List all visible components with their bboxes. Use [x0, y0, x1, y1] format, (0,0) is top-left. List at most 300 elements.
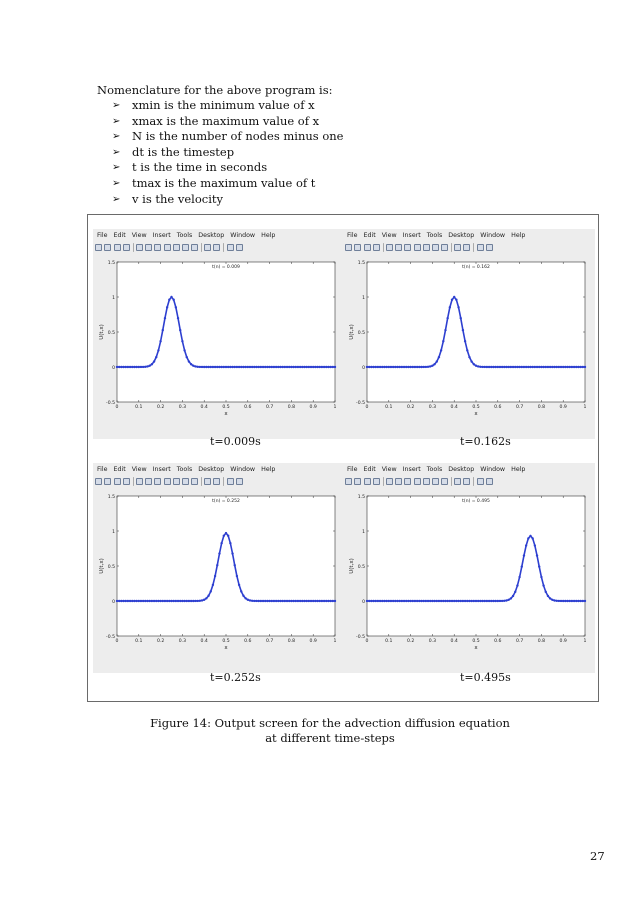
new-figure-icon[interactable]	[95, 478, 102, 485]
data-point	[584, 366, 586, 368]
x-tick-label: 0.4	[450, 405, 458, 410]
data-point	[429, 365, 431, 367]
data-point	[431, 600, 433, 602]
data-point	[527, 366, 529, 368]
data-point	[201, 366, 203, 368]
colorbar-icon[interactable]	[204, 478, 211, 485]
data-point	[527, 537, 529, 539]
data-point	[475, 365, 477, 367]
x-tick-label: 1	[583, 639, 587, 644]
x-tick-label: 0	[365, 405, 369, 410]
menu-tools[interactable]: Tools	[176, 465, 193, 473]
data-point	[142, 600, 144, 602]
y-tick-label: 0	[112, 365, 115, 371]
colorbar-icon[interactable]	[454, 244, 461, 251]
data-point	[466, 349, 468, 351]
data-point	[281, 600, 283, 602]
pan-icon[interactable]	[414, 478, 421, 485]
time-caption: t=0.162s	[460, 435, 511, 448]
hide-plot-tools-icon[interactable]	[477, 244, 484, 251]
data-point	[470, 600, 472, 602]
menu-view[interactable]: View	[131, 465, 147, 473]
data-point	[582, 600, 584, 602]
zoom-in-icon[interactable]	[145, 478, 152, 485]
menu-bar	[93, 463, 345, 475]
data-point	[388, 366, 390, 368]
x-tick-label: 0.6	[244, 405, 252, 410]
data-point	[538, 366, 540, 368]
y-axis-label: U(t,x)	[349, 324, 355, 340]
data-point	[379, 366, 381, 368]
data-point	[403, 366, 405, 368]
data-point	[473, 600, 475, 602]
data-point	[179, 600, 181, 602]
colorbar-icon[interactable]	[454, 478, 461, 485]
data-cursor-icon[interactable]	[432, 478, 439, 485]
menu-help[interactable]: Help	[261, 465, 276, 473]
data-point	[118, 366, 120, 368]
menu-desktop[interactable]: Desktop	[448, 231, 475, 239]
menu-file[interactable]: File	[347, 465, 358, 473]
data-point	[436, 600, 438, 602]
edit-pointer-icon[interactable]	[386, 478, 393, 485]
data-point	[396, 366, 398, 368]
toolbar	[343, 241, 595, 254]
brush-icon[interactable]	[441, 478, 448, 485]
data-point	[216, 564, 218, 566]
menu-file[interactable]: File	[97, 465, 108, 473]
data-point	[327, 600, 329, 602]
data-cursor-icon[interactable]	[182, 244, 189, 251]
data-point	[560, 366, 562, 368]
arrow-bullet-icon: ➢	[112, 177, 121, 189]
rotate-icon[interactable]	[173, 244, 180, 251]
chart-title: t(n) = 0.009	[212, 265, 240, 270]
data-point	[488, 366, 490, 368]
data-point	[425, 366, 427, 368]
open-icon[interactable]	[104, 478, 111, 485]
data-point	[177, 600, 179, 602]
menu-help[interactable]: Help	[511, 465, 526, 473]
data-point	[295, 366, 297, 368]
data-point	[518, 576, 520, 578]
data-point	[562, 366, 564, 368]
show-plot-tools-icon[interactable]	[486, 244, 493, 251]
data-point	[542, 584, 544, 586]
legend-icon[interactable]	[213, 478, 220, 485]
save-icon[interactable]	[114, 478, 121, 485]
data-point	[321, 366, 323, 368]
zoom-out-icon[interactable]	[154, 478, 161, 485]
menu-window[interactable]: Window	[480, 231, 506, 239]
data-point	[470, 360, 472, 362]
data-point	[120, 600, 122, 602]
data-point	[401, 366, 403, 368]
data-point	[151, 600, 153, 602]
x-tick-label: 0.7	[265, 405, 274, 410]
x-tick-label: 1	[583, 405, 587, 410]
data-point	[186, 356, 188, 358]
data-point	[253, 600, 255, 602]
data-point	[573, 600, 575, 602]
pan-icon[interactable]	[414, 244, 421, 251]
data-point	[547, 595, 549, 597]
data-point	[188, 360, 190, 362]
data-point	[186, 600, 188, 602]
data-point	[131, 600, 133, 602]
y-tick-label: 1	[362, 529, 365, 535]
data-point	[175, 600, 177, 602]
data-point	[431, 365, 433, 367]
data-point	[545, 366, 547, 368]
data-point	[334, 366, 336, 368]
x-tick-label: 0.2	[156, 639, 165, 644]
data-point	[555, 366, 557, 368]
data-point	[451, 600, 453, 602]
toolbar	[93, 475, 345, 488]
legend-icon[interactable]	[213, 244, 220, 251]
data-point	[370, 600, 372, 602]
x-tick-label: 0.8	[287, 405, 296, 410]
data-point	[127, 366, 129, 368]
open-icon[interactable]	[354, 244, 361, 251]
data-point	[116, 600, 118, 602]
data-point	[151, 363, 153, 365]
data-point	[392, 600, 394, 602]
menu-bar	[343, 463, 595, 475]
edit-pointer-icon[interactable]	[136, 244, 143, 251]
data-point	[569, 366, 571, 368]
y-tick-label: 1.5	[107, 260, 115, 266]
print-icon[interactable]	[123, 244, 130, 251]
data-point	[551, 599, 553, 601]
x-tick-label: 0.2	[156, 405, 165, 410]
data-point	[407, 366, 409, 368]
data-point	[266, 600, 268, 602]
data-point	[505, 366, 507, 368]
data-point	[249, 599, 251, 601]
x-tick-label: 0.8	[287, 639, 296, 644]
x-axis-label: x	[474, 411, 478, 417]
data-point	[157, 349, 159, 351]
toolbar-separator	[473, 243, 474, 252]
data-point	[549, 366, 551, 368]
new-figure-icon[interactable]	[345, 478, 352, 485]
hide-plot-tools-icon[interactable]	[227, 244, 234, 251]
x-tick-label: 0	[115, 639, 119, 644]
pan-icon[interactable]	[164, 244, 171, 251]
data-point	[277, 600, 279, 602]
show-plot-tools-icon[interactable]	[486, 478, 493, 485]
data-point	[457, 600, 459, 602]
menu-help[interactable]: Help	[261, 231, 276, 239]
data-point	[372, 366, 374, 368]
data-point	[403, 600, 405, 602]
menu-window[interactable]: Window	[230, 231, 256, 239]
time-caption: t=0.009s	[210, 435, 261, 448]
save-icon[interactable]	[114, 244, 121, 251]
x-tick-label: 0.9	[309, 405, 317, 410]
brush-icon[interactable]	[191, 244, 198, 251]
x-tick-label: 0.2	[406, 639, 415, 644]
hide-plot-tools-icon[interactable]	[477, 478, 484, 485]
data-point	[536, 554, 538, 556]
data-point	[366, 600, 368, 602]
save-icon[interactable]	[364, 244, 371, 251]
data-point	[573, 366, 575, 368]
menu-insert[interactable]: Insert	[402, 231, 421, 239]
data-point	[444, 329, 446, 331]
data-point	[510, 597, 512, 599]
menu-edit[interactable]: Edit	[113, 231, 126, 239]
data-point	[381, 366, 383, 368]
data-point	[418, 366, 420, 368]
data-point	[499, 366, 501, 368]
x-tick-label: 0.4	[200, 405, 208, 410]
data-point	[446, 317, 448, 319]
data-point	[508, 366, 510, 368]
data-point	[464, 600, 466, 602]
menu-window[interactable]: Window	[480, 465, 506, 473]
data-point	[479, 366, 481, 368]
menu-edit[interactable]: Edit	[363, 231, 376, 239]
data-point	[207, 595, 209, 597]
data-point	[442, 600, 444, 602]
x-tick-label: 0.3	[178, 405, 187, 410]
menu-tools[interactable]: Tools	[176, 231, 193, 239]
data-point	[366, 366, 368, 368]
open-icon[interactable]	[104, 244, 111, 251]
data-point	[284, 600, 286, 602]
menu-edit[interactable]: Edit	[363, 465, 376, 473]
rotate-icon[interactable]	[423, 244, 430, 251]
new-figure-icon[interactable]	[345, 244, 352, 251]
plot-area	[117, 496, 335, 636]
menu-desktop[interactable]: Desktop	[448, 465, 475, 473]
data-cursor-icon[interactable]	[432, 244, 439, 251]
data-point	[466, 600, 468, 602]
data-point	[516, 584, 518, 586]
data-point	[133, 366, 135, 368]
zoom-out-icon[interactable]	[404, 244, 411, 251]
plot-0	[93, 254, 345, 439]
data-point	[236, 366, 238, 368]
menu-view[interactable]: View	[381, 231, 397, 239]
data-point	[194, 600, 196, 602]
edit-pointer-icon[interactable]	[386, 244, 393, 251]
data-point	[175, 306, 177, 308]
data-point	[288, 366, 290, 368]
edit-pointer-icon[interactable]	[136, 478, 143, 485]
data-point	[521, 565, 523, 567]
x-axis-label: x	[474, 645, 478, 651]
menu-tools[interactable]: Tools	[426, 231, 443, 239]
data-point	[122, 366, 124, 368]
menu-edit[interactable]: Edit	[113, 465, 126, 473]
time-caption: t=0.252s	[210, 671, 261, 684]
new-figure-icon[interactable]	[95, 244, 102, 251]
menu-help[interactable]: Help	[511, 231, 526, 239]
x-tick-label: 0.1	[385, 405, 393, 410]
data-point	[214, 366, 216, 368]
data-point	[227, 366, 229, 368]
data-point	[203, 599, 205, 601]
menu-insert[interactable]: Insert	[402, 465, 421, 473]
list-item: ➢ v is the velocity	[112, 191, 224, 206]
data-point	[494, 600, 496, 602]
arrow-bullet-icon: ➢	[112, 100, 121, 111]
data-point	[157, 600, 159, 602]
y-axis-label: U(t,x)	[99, 324, 105, 340]
data-point	[534, 544, 536, 546]
zoom-out-icon[interactable]	[404, 478, 411, 485]
zoom-in-icon[interactable]	[395, 244, 402, 251]
data-point	[242, 595, 244, 597]
data-point	[146, 365, 148, 367]
data-point	[569, 600, 571, 602]
x-axis-label: x	[224, 645, 228, 651]
x-tick-label: 0.9	[559, 405, 567, 410]
data-point	[153, 360, 155, 362]
data-point	[479, 600, 481, 602]
data-point	[125, 366, 127, 368]
nomenclature-list	[112, 98, 343, 207]
data-point	[120, 366, 122, 368]
data-point	[164, 317, 166, 319]
data-point	[159, 600, 161, 602]
menu-window[interactable]: Window	[230, 465, 256, 473]
data-point	[308, 366, 310, 368]
data-point	[514, 591, 516, 593]
legend-icon[interactable]	[463, 244, 470, 251]
data-point	[234, 366, 236, 368]
data-point	[385, 366, 387, 368]
data-point	[542, 366, 544, 368]
data-point	[529, 535, 531, 537]
data-point	[133, 600, 135, 602]
data-point	[177, 317, 179, 319]
data-point	[242, 366, 244, 368]
zoom-out-icon[interactable]	[154, 244, 161, 251]
data-point	[375, 600, 377, 602]
y-tick-label: -0.5	[106, 634, 115, 640]
data-point	[388, 600, 390, 602]
data-point	[575, 366, 577, 368]
print-icon[interactable]	[373, 478, 380, 485]
data-point	[422, 600, 424, 602]
colorbar-icon[interactable]	[204, 244, 211, 251]
menu-view[interactable]: View	[381, 465, 397, 473]
data-point	[545, 591, 547, 593]
data-point	[164, 600, 166, 602]
data-point	[553, 366, 555, 368]
rotate-icon[interactable]	[173, 478, 180, 485]
toolbar-separator	[223, 477, 224, 486]
data-point	[462, 329, 464, 331]
data-point	[201, 599, 203, 601]
data-point	[457, 306, 459, 308]
x-tick-label: 0.5	[472, 405, 480, 410]
data-point	[412, 600, 414, 602]
data-cursor-icon[interactable]	[182, 478, 189, 485]
data-point	[172, 299, 174, 301]
menu-desktop[interactable]: Desktop	[198, 465, 225, 473]
y-tick-label: 0.5	[357, 564, 365, 570]
data-point	[579, 600, 581, 602]
data-point	[549, 597, 551, 599]
data-point	[279, 600, 281, 602]
save-icon[interactable]	[364, 478, 371, 485]
show-plot-tools-icon[interactable]	[236, 244, 243, 251]
data-point	[446, 600, 448, 602]
toolbar-separator	[383, 243, 384, 252]
zoom-in-icon[interactable]	[145, 244, 152, 251]
data-point	[385, 600, 387, 602]
menu-view[interactable]: View	[131, 231, 147, 239]
data-point	[407, 600, 409, 602]
data-point	[118, 600, 120, 602]
data-point	[258, 600, 260, 602]
data-point	[155, 356, 157, 358]
print-icon[interactable]	[123, 478, 130, 485]
data-point	[240, 590, 242, 592]
data-point	[327, 366, 329, 368]
data-point	[412, 366, 414, 368]
data-point	[512, 595, 514, 597]
print-icon[interactable]	[373, 244, 380, 251]
data-point	[192, 365, 194, 367]
data-point	[494, 366, 496, 368]
menu-bar	[93, 229, 345, 241]
zoom-in-icon[interactable]	[395, 478, 402, 485]
x-tick-label: 0.4	[450, 639, 458, 644]
open-icon[interactable]	[354, 478, 361, 485]
data-point	[529, 366, 531, 368]
menu-desktop[interactable]: Desktop	[198, 231, 225, 239]
menu-insert[interactable]: Insert	[152, 231, 171, 239]
data-point	[290, 366, 292, 368]
data-point	[220, 366, 222, 368]
data-point	[416, 600, 418, 602]
data-point	[399, 600, 401, 602]
x-tick-label: 0.3	[178, 639, 187, 644]
data-point	[510, 366, 512, 368]
rotate-icon[interactable]	[423, 478, 430, 485]
data-point	[540, 576, 542, 578]
data-point	[438, 600, 440, 602]
show-plot-tools-icon[interactable]	[236, 478, 243, 485]
data-point	[190, 363, 192, 365]
x-tick-label: 0.8	[537, 405, 546, 410]
data-point	[501, 600, 503, 602]
menu-file[interactable]: File	[97, 231, 108, 239]
y-tick-label: 0.5	[107, 330, 115, 336]
brush-icon[interactable]	[191, 478, 198, 485]
brush-icon[interactable]	[441, 244, 448, 251]
list-item: ➢ N is the number of nodes minus one	[112, 129, 344, 144]
menu-file[interactable]: File	[347, 231, 358, 239]
pan-icon[interactable]	[164, 478, 171, 485]
menu-tools[interactable]: Tools	[426, 465, 443, 473]
figure-caption-line: at different time-steps	[265, 731, 395, 745]
data-point	[486, 366, 488, 368]
menu-insert[interactable]: Insert	[152, 465, 171, 473]
data-point	[484, 366, 486, 368]
figure-frame	[87, 214, 599, 702]
hide-plot-tools-icon[interactable]	[227, 478, 234, 485]
x-tick-label: 1	[333, 405, 337, 410]
legend-icon[interactable]	[463, 478, 470, 485]
